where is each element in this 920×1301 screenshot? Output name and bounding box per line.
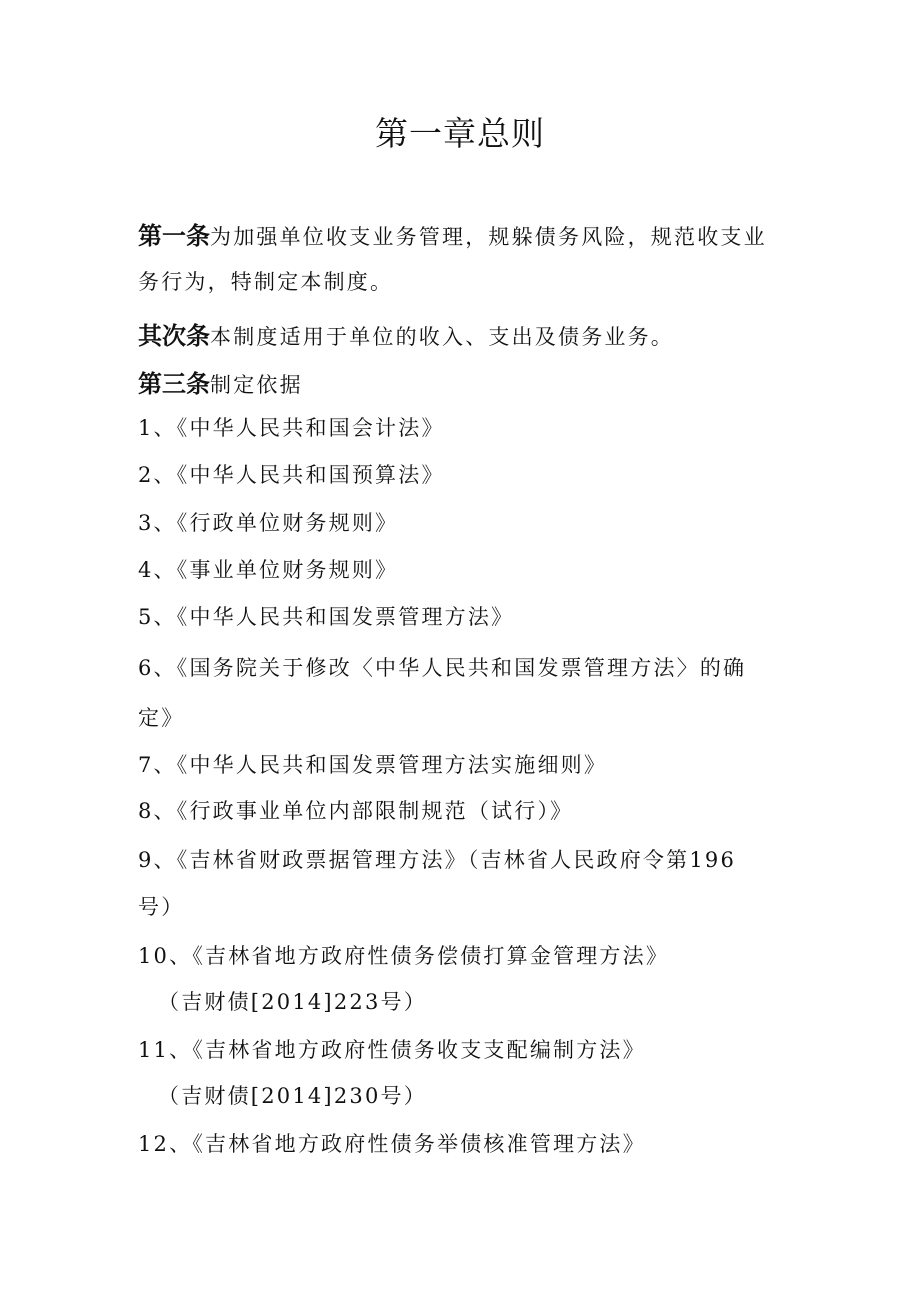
basis-item-2: 2、《中华人民共和国预算法》 [138,463,445,487]
article-1-text: 为加强单位收支业务管理，规躲债务风险，规范收支业 [210,225,767,249]
basis-item-1: 1、《中华人民共和国会计法》 [138,416,445,440]
basis-item-8: 8、《行政事业单位内部限制规范（试行）》 [138,799,574,823]
article-1-heading: 第一条 [138,222,210,250]
basis-item-9-cont: 号） [138,895,185,919]
article-1-line-1 [138,216,767,251]
basis-item-7: 7、《中华人民共和国发票管理方法实施细则》 [138,753,608,777]
basis-item-6-cont: 定》 [138,706,185,730]
article-2-text: 本制度适用于单位的收入、支出及债务业务。 [210,325,674,349]
basis-item-10: 10、《吉林省地方政府性债务偿债打算金管理方法》 [138,944,670,968]
basis-item-12: 12、《吉林省地方政府性债务举债核准管理方法》 [138,1132,646,1156]
basis-item-11: 11、《吉林省地方政府性债务收支支配编制方法》 [138,1038,646,1062]
article-3 [138,364,303,399]
basis-item-6: 6、《国务院关于修改〈中华人民共和国发票管理方法〉的确 [138,656,747,680]
basis-item-11-cont: （吉财债[2014]230号） [158,1084,427,1108]
article-2-heading: 其次条 [138,322,210,350]
basis-item-10-cont: （吉财债[2014]223号） [158,990,427,1014]
basis-item-9: 9、《吉林省财政票据管理方法》（吉林省人民政府令第196 [138,848,737,872]
article-3-text: 制定依据 [210,373,303,397]
basis-item-5: 5、《中华人民共和国发票管理方法》 [138,605,515,629]
basis-item-3: 3、《行政单位财务规则》 [138,511,399,535]
article-1-line-2: 务行为，特制定本制度。 [138,270,394,294]
chapter-title: 第一章总则 [375,114,545,153]
basis-item-4: 4、《事业单位财务规则》 [138,558,399,582]
article-2 [138,316,674,351]
article-3-heading: 第三条 [138,370,210,398]
